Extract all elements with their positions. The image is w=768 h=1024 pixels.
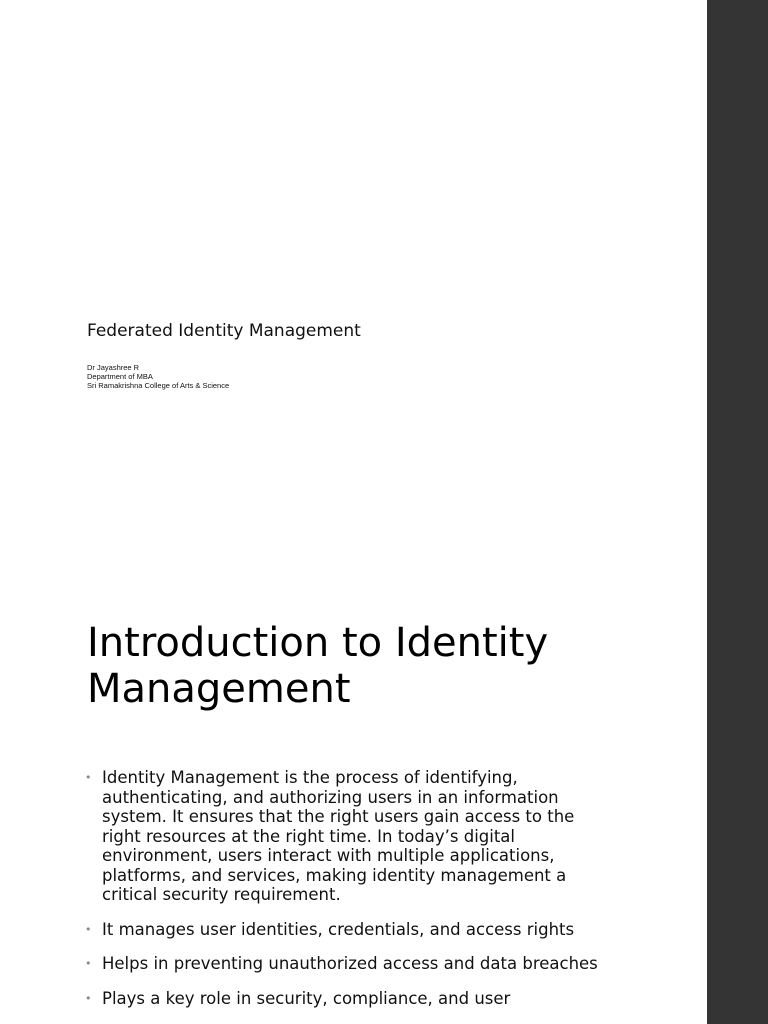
bullet-item bbox=[85, 768, 610, 905]
bullet-icon: • bbox=[85, 771, 92, 784]
slide2-title-line1: Introduction to Identity bbox=[87, 620, 549, 666]
bullet-text: It manages user identities, credentials, and access rights bbox=[102, 919, 575, 939]
bullet-text: Plays a key role in security, compliance, and user bbox=[102, 988, 511, 1008]
bullet-icon: • bbox=[85, 922, 92, 936]
bullet-list bbox=[85, 768, 610, 1023]
author-institution: Sri Ramakrishna College of Arts & Science bbox=[87, 381, 230, 390]
bullet-icon: • bbox=[85, 991, 92, 1005]
bullet-item bbox=[85, 989, 610, 1009]
sidebar-panel bbox=[707, 0, 768, 1024]
bullet-item bbox=[85, 920, 610, 940]
author-department: Department of MBA bbox=[87, 372, 153, 381]
slide1-title: Federated Identity Management bbox=[87, 321, 361, 341]
author-name: Dr Jayashree R bbox=[87, 363, 140, 372]
bullet-text: Helps in preventing unauthorized access and data breaches bbox=[102, 954, 598, 973]
bullet-text: Identity Management is the process of identifying, authenticating, and authorizing users in an information system. It ensures that the right users gain access to the right resources at the right time. In today’s digital environment, users interact with multiple applications, platforms, and services, making identity management a critical security requirement. bbox=[102, 768, 575, 904]
slide2-title-line2: Management bbox=[87, 666, 351, 712]
slide2-title bbox=[87, 620, 548, 712]
bullet-icon: • bbox=[85, 957, 92, 970]
author-info bbox=[87, 363, 229, 390]
bullet-item bbox=[85, 954, 610, 974]
